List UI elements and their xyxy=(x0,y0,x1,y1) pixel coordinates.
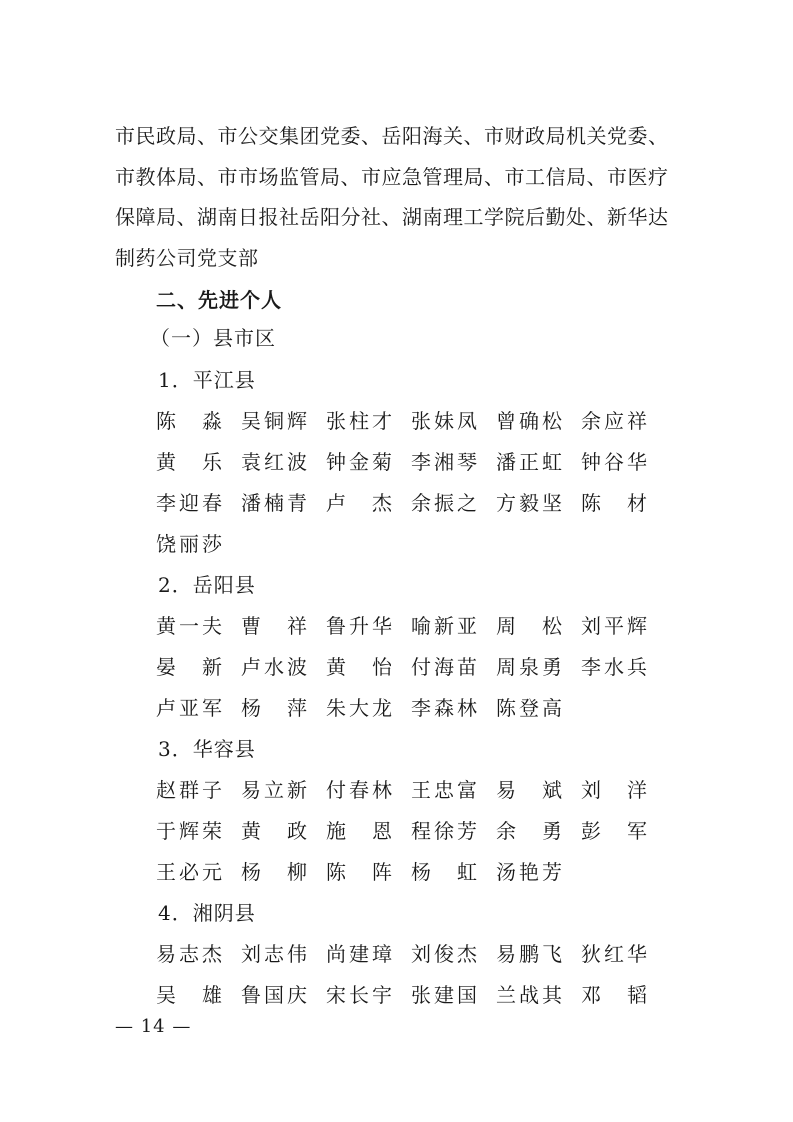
person-name: 付 春 林 xyxy=(326,778,392,802)
person-name: 潘 正 虹 xyxy=(496,450,562,474)
person-name: 付 海 苗 xyxy=(411,655,477,679)
person-name: 陈 登 高 xyxy=(496,696,562,720)
person-name: 刘 平 辉 xyxy=(581,614,647,638)
person-name: 李 迎 春 xyxy=(156,491,222,515)
person-name: 鲁 升 华 xyxy=(326,614,392,638)
person-name: 袁 红 波 xyxy=(241,450,307,474)
person-name: 余 振 之 xyxy=(411,491,477,515)
person-name: 陈 阵 xyxy=(326,860,392,884)
person-name: 黄 一 夫 xyxy=(156,614,222,638)
section-heading: 二、先进个人 xyxy=(156,288,282,312)
person-name: 易 志 杰 xyxy=(156,942,222,966)
paragraph-line: 市民政局、市公交集团党委、岳阳海关、市财政局机关党委、 xyxy=(115,124,669,148)
name-row xyxy=(156,856,696,884)
person-name: 余 应 祥 xyxy=(581,409,647,433)
person-name: 邓 韬 xyxy=(581,983,647,1007)
name-row xyxy=(156,815,696,843)
person-name: 杨 萍 xyxy=(241,696,307,720)
name-row xyxy=(156,405,696,433)
person-name: 赵 群 子 xyxy=(156,778,222,802)
county-label: 4．湘阴县 xyxy=(158,901,256,925)
person-name: 朱 大 龙 xyxy=(326,696,392,720)
person-name: 宋 长 宇 xyxy=(326,983,392,1007)
person-name: 杨 柳 xyxy=(241,860,307,884)
person-name: 余 勇 xyxy=(496,819,562,843)
person-name: 张 建 国 xyxy=(411,983,477,1007)
subsection-heading: （一）县市区 xyxy=(150,326,276,350)
person-name: 周 泉 勇 xyxy=(496,655,562,679)
person-name: 刘 志 伟 xyxy=(241,942,307,966)
person-name: 张 妹 凤 xyxy=(411,409,477,433)
person-name: 喻 新 亚 xyxy=(411,614,477,638)
name-row xyxy=(156,487,696,515)
person-name: 陈 材 xyxy=(581,491,647,515)
person-name: 卢 杰 xyxy=(326,491,392,515)
commendation-paragraph xyxy=(115,116,690,278)
name-row xyxy=(156,446,696,474)
name-row xyxy=(156,651,696,679)
person-name: 李 湘 琴 xyxy=(411,450,477,474)
person-name: 鲁 国 庆 xyxy=(241,983,307,1007)
person-name: 易 斌 xyxy=(496,778,562,802)
person-name: 兰 战 其 xyxy=(496,983,562,1007)
person-name: 钟 金 菊 xyxy=(326,450,392,474)
person-name: 程 徐 芳 xyxy=(411,819,477,843)
name-row xyxy=(156,938,696,966)
person-name: 李 水 兵 xyxy=(581,655,647,679)
person-name: 刘 洋 xyxy=(581,778,647,802)
person-name: 卢 亚 军 xyxy=(156,696,222,720)
county-label: 3．华容县 xyxy=(158,737,256,761)
person-name: 王 忠 富 xyxy=(411,778,477,802)
person-name: 周 松 xyxy=(496,614,562,638)
person-name: 吴 雄 xyxy=(156,983,222,1007)
person-name: 陈 淼 xyxy=(156,409,222,433)
person-name: 尚 建 璋 xyxy=(326,942,392,966)
person-name: 汤 艳 芳 xyxy=(496,860,562,884)
county-label: 1．平江县 xyxy=(158,368,256,392)
person-name: 方 毅 坚 xyxy=(496,491,562,515)
person-name: 黄 政 xyxy=(241,819,307,843)
person-name: 杨 虹 xyxy=(411,860,477,884)
paragraph-line: 制药公司党支部 xyxy=(115,245,259,270)
person-name: 吴 铜 辉 xyxy=(241,409,307,433)
person-name: 黄 乐 xyxy=(156,450,222,474)
person-name: 晏 新 xyxy=(156,655,222,679)
person-name: 彭 军 xyxy=(581,819,647,843)
person-name: 王 必 元 xyxy=(156,860,222,884)
county-label: 2．岳阳县 xyxy=(158,573,256,597)
person-name: 潘 楠 青 xyxy=(241,491,307,515)
person-name: 易 鹏 飞 xyxy=(496,942,562,966)
name-row xyxy=(156,528,696,556)
page-number: — 14 — xyxy=(115,1016,192,1037)
person-name: 刘 俊 杰 xyxy=(411,942,477,966)
paragraph-line: 保障局、湖南日报社岳阳分社、湖南理工学院后勤处、新华达 xyxy=(115,205,669,229)
paragraph-line: 市教体局、市市场监管局、市应急管理局、市工信局、市医疗 xyxy=(115,164,669,189)
person-name: 饶 丽 莎 xyxy=(156,532,222,556)
person-name: 施 恩 xyxy=(326,819,392,843)
person-name: 卢 水 波 xyxy=(241,655,307,679)
person-name: 于 辉 荣 xyxy=(156,819,222,843)
name-row xyxy=(156,774,696,802)
person-name: 曹 祥 xyxy=(241,614,307,638)
name-row xyxy=(156,610,696,638)
person-name: 曾 确 松 xyxy=(496,409,562,433)
person-name: 易 立 新 xyxy=(241,778,307,802)
person-name: 钟 谷 华 xyxy=(581,450,647,474)
person-name: 狄 红 华 xyxy=(581,942,647,966)
person-name: 李 森 林 xyxy=(411,696,477,720)
person-name: 黄 怡 xyxy=(326,655,392,679)
name-row xyxy=(156,692,696,720)
person-name: 张 柱 才 xyxy=(326,409,392,433)
name-row xyxy=(156,979,696,1007)
